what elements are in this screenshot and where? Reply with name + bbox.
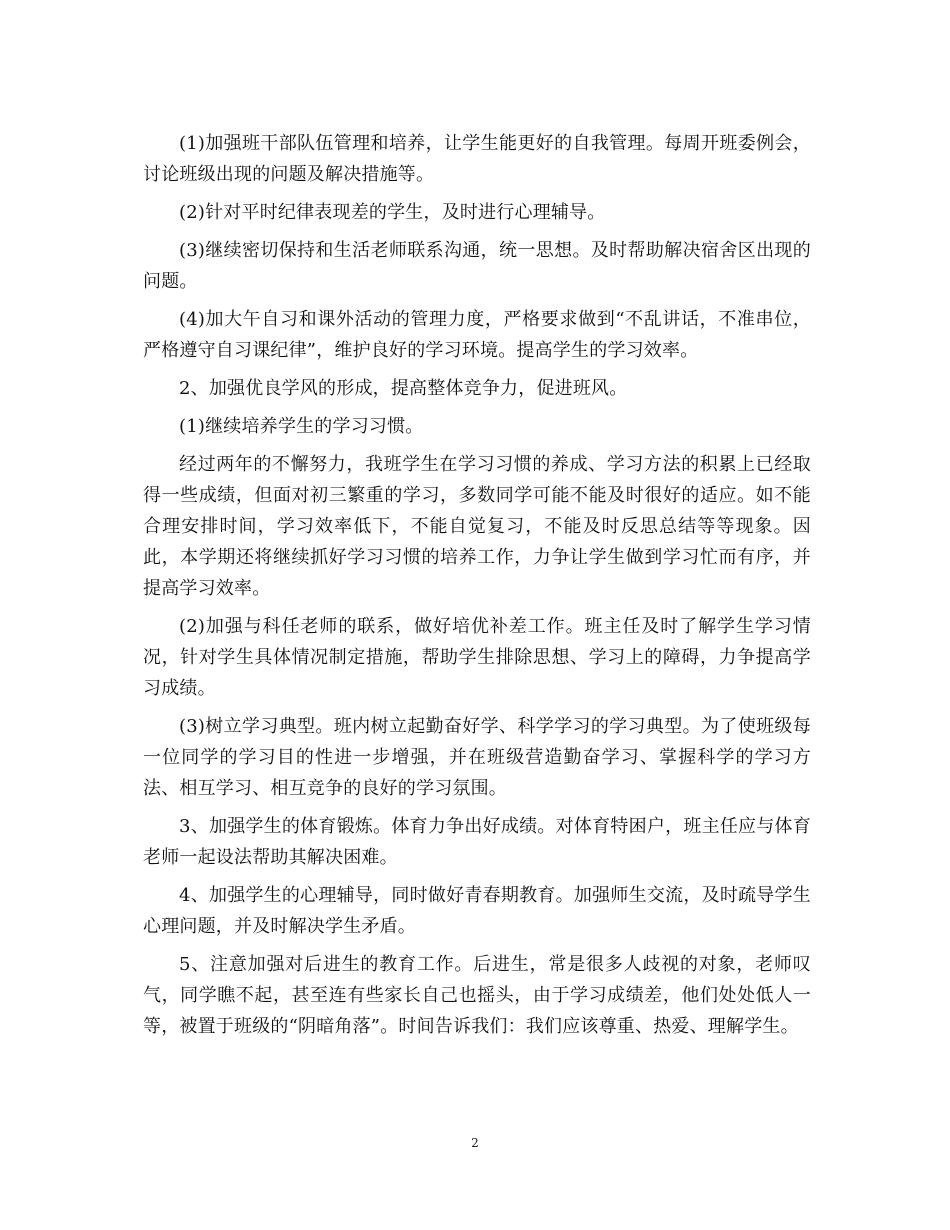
paragraph-10: 3、加强学生的体育锻炼。体育力争出好成绩。对体育特困户，班主任应与体育老师一起设法帮助其解决困难。 xyxy=(143,816,811,868)
document-body xyxy=(143,128,811,1049)
paragraph-9: (3)树立学习典型。班内树立起勤奋好学、科学学习的学习典型。为了使班级每一位同学的学习目的性进一步增强，并在班级营造勤奋学习、掌握科学的学习方法、相互学习、相互竞争的良好的学习氛围。 xyxy=(143,716,811,799)
paragraph-3: (3)继续密切保持和生活老师联系沟通，统一思想。及时帮助解决宿舍区出现的问题。 xyxy=(143,240,811,292)
paragraph-6: (1)继续培养学生的学习习惯。 xyxy=(179,416,424,437)
page-number: 2 xyxy=(471,1136,479,1150)
paragraph-12: 5、注意加强对后进生的教育工作。后进生，常是很多人歧视的对象，老师叹气，同学瞧不起，甚至连有些家长自己也摇头，由于学习成绩差，他们处处低人一等，被置于班级的“阴暗角落”。时间告诉我们：我们应该尊重、热爱、理解学生。 xyxy=(143,954,811,1037)
paragraph-11: 4、加强学生的心理辅导，同时做好青春期教育。加强师生交流，及时疏导学生心理问题，并及时解决学生矛盾。 xyxy=(143,885,811,937)
paragraph-7: 经过两年的不懈努力，我班学生在学习习惯的养成、学习方法的积累上已经取得一些成绩，但面对初三繁重的学习，多数同学可能不能及时很好的适应。如不能合理安排时间，学习效率低下，不能自觉复习，不能及时反思总结等等现象。因此，本学期还将继续抓好学习习惯的培养工作，力争让学生做到学习忙而有序，并提高学习效率。 xyxy=(143,454,811,599)
paragraph-2: (2)针对平时纪律表现差的学生，及时进行心理辅导。 xyxy=(179,202,606,223)
paragraph-4: (4)加大午自习和课外活动的管理力度，严格要求做到“不乱讲话，不准串位，严格遵守自习课纪律”，维护良好的学习环境。提高学生的学习效率。 xyxy=(143,309,811,361)
paragraph-8: (2)加强与科任老师的联系，做好培优补差工作。班主任及时了解学生学习情况，针对学生具体情况制定措施，帮助学生排除思想、学习上的障碍，力争提高学习成绩。 xyxy=(143,616,811,699)
paragraph-1: (1)加强班干部队伍管理和培养，让学生能更好的自我管理。每周开班委例会，讨论班级出现的问题及解决措施等。 xyxy=(143,133,811,185)
paragraph-5: 2、加强优良学风的形成，提高整体竞争力，促进班风。 xyxy=(179,378,628,399)
